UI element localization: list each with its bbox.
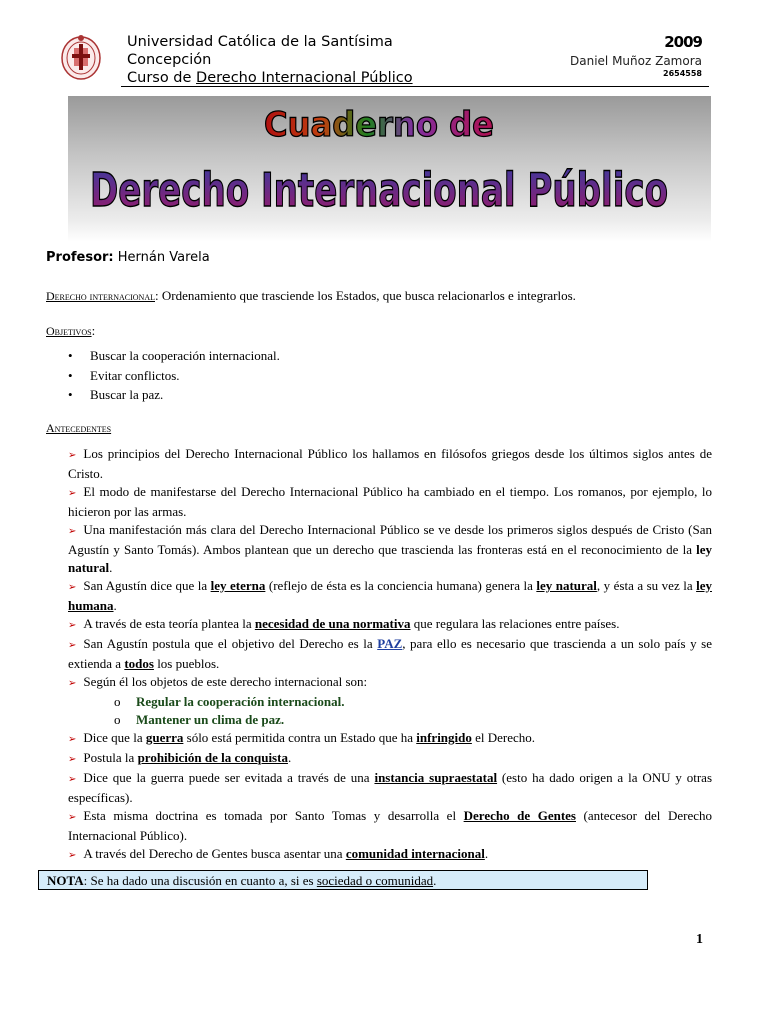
list-item: ➢ Dice que la guerra puede ser evitada a través de una instancia supraestatal (esto ha dado origen a la ONU y otras específicas).	[68, 770, 713, 805]
note-text: : Se ha dado una discusión en cuanto a, si es	[83, 873, 317, 888]
title-banner	[68, 96, 711, 242]
objectives-heading-text: Objetivos	[46, 324, 92, 338]
list-item: ➢ San Agustín dice que la ley eterna (reflejo de ésta es la conciencia humana) genera la ley natural, y ésta a su vez la ley humana.	[68, 578, 712, 613]
list-item: ➢ San Agustín postula que el objetivo del Derecho es la PAZ, para ello es necesario que trascienda a un solo país y se extienda a todos los pueblos.	[68, 636, 712, 671]
university-line-2: Concepción	[127, 52, 212, 68]
list-item: ➢ Dice que la guerra sólo está permitida contra un Estado que ha infringido el Derecho.	[68, 730, 536, 745]
list-item: ➢ A través de esta teoría plantea la necesidad de una normativa que regulara las relaciones entre países.	[68, 616, 620, 631]
list-item: ➢ Según él los objetos de este derecho internacional son: o Regular la cooperación internacional. o Mantener un clima de paz.	[68, 673, 712, 729]
antecedentes-heading	[46, 420, 111, 436]
list-item: ➢ A través del Derecho de Gentes busca asentar una comunidad internacional.	[68, 846, 489, 861]
course-prefix: Curso de	[127, 70, 197, 86]
header-divider	[121, 86, 709, 87]
arrow-bullet-icon: ➢	[68, 678, 77, 689]
banner-title-line-2: Derecho Internacional Público	[90, 163, 668, 217]
sublist-item: o Mantener un clima de paz.	[114, 711, 712, 729]
objectives-heading: Objetivos:	[46, 323, 96, 338]
objectives-list	[68, 346, 280, 405]
header-institution	[127, 33, 413, 87]
arrow-bullet-icon: ➢	[68, 734, 77, 745]
sublist-item: o Regular la cooperación internacional.	[114, 693, 712, 711]
university-line-1: Universidad Católica de la Santísima	[127, 34, 393, 50]
objects-sublist	[68, 693, 712, 729]
banner-title-line-1: Cuaderno de	[264, 105, 494, 145]
arrow-bullet-icon: ➢	[68, 774, 77, 785]
university-seal-logo	[58, 32, 104, 82]
list-item: • Evitar conflictos.	[68, 366, 280, 386]
header-meta	[570, 33, 702, 79]
antecedentes-list	[68, 445, 712, 865]
professor-name: Hernán Varela	[117, 250, 210, 265]
list-item: • Buscar la paz.	[68, 385, 280, 405]
arrow-bullet-icon: ➢	[68, 850, 77, 861]
professor-label: Profesor:	[46, 250, 114, 265]
antecedentes-heading-text: Antecedentes	[46, 421, 112, 435]
note-label: NOTA	[47, 873, 84, 888]
list-item: ➢ Esta misma doctrina es tomada por Santo Tomas y desarrolla el Derecho de Gentes (antecesor del Derecho Internacional Público).	[68, 808, 712, 843]
student-code: 2654558	[663, 69, 702, 78]
definition-paragraph	[46, 288, 716, 304]
arrow-bullet-icon: ➢	[68, 640, 77, 651]
arrow-bullet-icon: ➢	[68, 754, 77, 765]
paz-highlight: PAZ	[377, 636, 403, 651]
list-item: ➢ Postula la prohibición de la conquista.	[68, 750, 292, 765]
page-number: 1	[696, 932, 703, 947]
list-item: ➢ El modo de manifestarse del Derecho Internacional Público ha cambiado en el tiempo. Los romanos, por ejemplo, lo hicieron por las armas.	[68, 484, 712, 519]
arrow-bullet-icon: ➢	[68, 488, 77, 499]
list-item: • Buscar la cooperación internacional.	[68, 346, 280, 366]
course-line	[127, 69, 413, 87]
course-name: Derecho Internacional Público	[196, 70, 413, 86]
list-item: ➢ Una manifestación más clara del Derecho Internacional Público se ve desde los primeros siglos después de Cristo (San Agustín y Santo Tomás). Ambos plantean que un derecho que trascienda las fronteras está en el reconocimiento de la ley natural.	[68, 522, 712, 575]
arrow-bullet-icon: ➢	[68, 582, 77, 593]
arrow-bullet-icon: ➢	[68, 812, 77, 823]
definition-term: Derecho internacional	[46, 289, 155, 303]
arrow-bullet-icon: ➢	[68, 620, 77, 631]
arrow-bullet-icon: ➢	[68, 450, 77, 461]
note-underlined: sociedad o comunidad	[316, 873, 434, 888]
note-box: NOTA: Se ha dado una discusión en cuanto a, si es sociedad o comunidad.	[38, 870, 648, 890]
year: 2009	[664, 33, 702, 51]
list-item: ➢ Los principios del Derecho Internacional Público los hallamos en filósofos griegos desde los últimos siglos antes de Cristo.	[68, 446, 712, 481]
arrow-bullet-icon: ➢	[68, 526, 77, 537]
definition-text: : Ordenamiento que trasciende los Estados, que busca relacionarlos e integrarlos.	[155, 288, 576, 303]
author-name: Daniel Muñoz Zamora	[570, 54, 702, 68]
professor-line	[46, 250, 210, 265]
